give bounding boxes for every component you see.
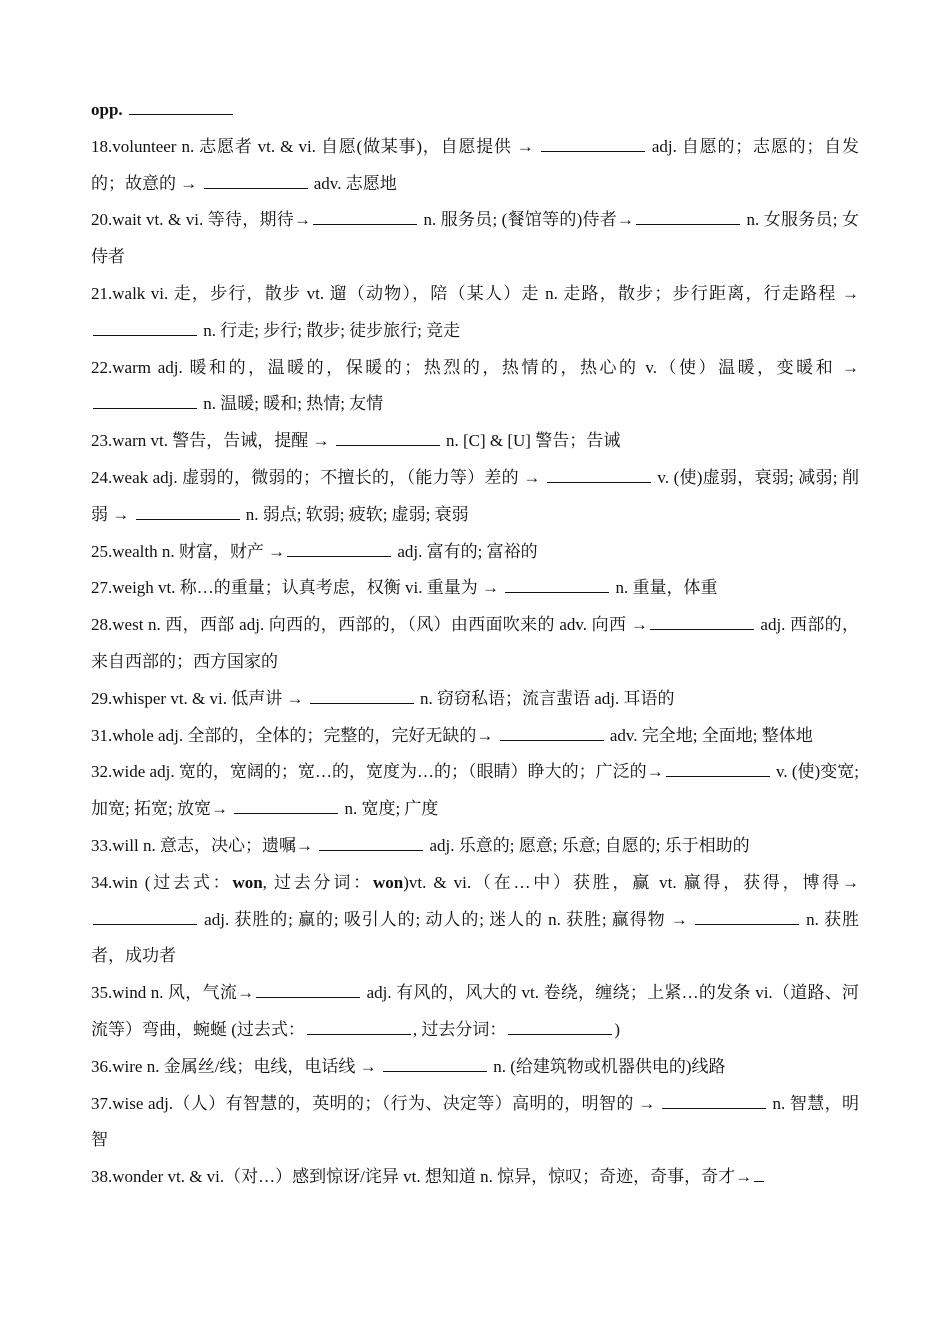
answer-blank[interactable] bbox=[136, 501, 240, 520]
entry-wind: 35.wind n. 风，气流→ adj. 有风的，风大的 vt. 卷绕，缠绕；上紧…的发条 vi.（道路、河流等）弯曲，蜿蜒 (过去式： , 过去分词： ) bbox=[91, 975, 859, 1049]
entry-wonder: 38.wonder vt. & vi.（对…）感到惊讶/诧异 vt. 想知道 n. 惊异，惊叹；奇迹，奇事，奇才→ bbox=[91, 1159, 859, 1196]
answer-blank[interactable] bbox=[754, 1163, 764, 1182]
entry-weak: 24.weak adj. 虚弱的，微弱的；不擅长的，（能力等）差的 → v. (使)虚弱，衰弱; 减弱; 削弱 → n. 弱点; 软弱; 疲软; 虚弱; 衰弱 bbox=[91, 460, 859, 534]
answer-blank[interactable] bbox=[666, 758, 770, 777]
answer-blank[interactable] bbox=[695, 906, 799, 925]
entry-wealth: 25.wealth n. 财富，财产 → adj. 富有的; 富裕的 bbox=[91, 534, 859, 571]
answer-blank[interactable] bbox=[204, 170, 308, 189]
answer-blank[interactable] bbox=[93, 390, 197, 409]
answer-blank[interactable] bbox=[256, 979, 360, 998]
entry-whisper: 29.whisper vt. & vi. 低声讲 → n. 窃窃私语；流言蜚语 adj. 耳语的 bbox=[91, 681, 859, 718]
entry-win: 34.win (过去式：won, 过去分词：won)vt. & vi.（在…中）获胜，赢 vt. 赢得，获得，博得→ adj. 获胜的; 赢的; 吸引人的; 动人的; 迷人的 n. 获胜; 赢得物 → n. 获胜者，成功者 bbox=[91, 872, 860, 966]
answer-blank[interactable] bbox=[307, 1016, 411, 1035]
answer-blank[interactable] bbox=[310, 685, 414, 704]
entry-whole: 31.whole adj. 全部的，全体的；完整的，完好无缺的→ adv. 完全地; 全面地; 整体地 bbox=[91, 718, 859, 755]
entry-wire: 36.wire n. 金属丝/线；电线，电话线 → n. (给建筑物或机器供电的)线路 bbox=[91, 1049, 859, 1086]
entry-wise: 37.wise adj.（人）有智慧的，英明的；（行为、决定等）高明的，明智的 → n. 智慧，明智 bbox=[91, 1086, 859, 1160]
answer-blank[interactable] bbox=[234, 795, 338, 814]
answer-blank[interactable] bbox=[287, 538, 391, 557]
answer-blank[interactable] bbox=[336, 427, 440, 446]
answer-blank[interactable] bbox=[93, 317, 197, 336]
entry-wide: 32.wide adj. 宽的，宽阔的；宽…的，宽度为…的；（眼睛）睁大的；广泛的→ v. (使)变宽; 加宽; 拓宽; 放宽→ n. 宽度; 广度 bbox=[91, 754, 859, 828]
entry-weigh: 27.weigh vt. 称…的重量；认真考虑，权衡 vi. 重量为 → n. 重量，体重 bbox=[91, 570, 859, 607]
answer-blank[interactable] bbox=[547, 464, 651, 483]
answer-blank[interactable] bbox=[93, 906, 197, 925]
entry-warn: 23.warn vt. 警告，告诫，提醒 → n. [C] & [U] 警告；告诫 bbox=[91, 423, 859, 460]
answer-blank[interactable] bbox=[129, 96, 233, 115]
entry-will: 33.will n. 意志，决心；遗嘱→ adj. 乐意的; 愿意; 乐意; 自愿的; 乐于相助的 bbox=[91, 828, 859, 865]
entry-walk: 21.walk vi. 走，步行，散步 vt. 遛（动物），陪（某人）走 n. 走路，散步；步行距离，行走路程 → n. 行走; 步行; 散步; 徒步旅行; 竞走 bbox=[91, 283, 859, 340]
entry-volunteer: 18.volunteer n. 志愿者 vt. & vi. 自愿(做某事)，自愿提供 → adj. 自愿的；志愿的；自发的；故意的 → adv. 志愿地 bbox=[91, 129, 859, 203]
answer-blank[interactable] bbox=[541, 133, 645, 152]
entry-warm: 22.warm adj. 暖和的，温暖的，保暖的；热烈的，热情的，热心的 v.（使）温暖，变暖和 → n. 温暖; 暖和; 热情; 友情 bbox=[91, 357, 859, 414]
answer-blank[interactable] bbox=[500, 722, 604, 741]
answer-blank[interactable] bbox=[662, 1090, 766, 1109]
answer-blank[interactable] bbox=[319, 832, 423, 851]
answer-blank[interactable] bbox=[650, 611, 754, 630]
entry-wait: 20.wait vt. & vi. 等待，期待→ n. 服务员; (餐馆等的)侍者→ n. 女服务员; 女侍者 bbox=[91, 202, 859, 276]
answer-blank[interactable] bbox=[508, 1016, 612, 1035]
answer-blank[interactable] bbox=[313, 206, 417, 225]
answer-blank[interactable] bbox=[383, 1053, 487, 1072]
entry-west: 28.west n. 西，西部 adj. 向西的，西部的，（风）由西面吹来的 adv. 向西 → adj. 西部的，来自西部的；西方国家的 bbox=[91, 607, 859, 681]
answer-blank[interactable] bbox=[505, 574, 609, 593]
worksheet-page bbox=[91, 92, 859, 1196]
entry-opp: opp. bbox=[91, 92, 859, 129]
answer-blank[interactable] bbox=[636, 206, 740, 225]
